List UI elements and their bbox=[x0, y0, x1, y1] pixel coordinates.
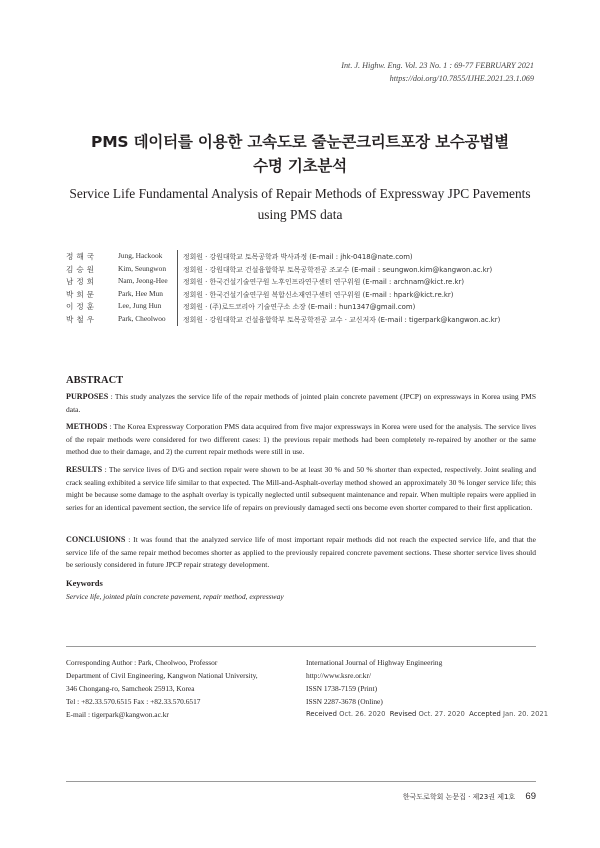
issn-print: ISSN 1738-7159 (Print) bbox=[306, 684, 378, 694]
accepted-date: Jan. 20. 2021 bbox=[503, 710, 549, 719]
results-label: RESULTS bbox=[66, 465, 103, 474]
korean-title-line2: 수명 기초분석 bbox=[253, 157, 347, 175]
author-name-en: Jung, Hackook bbox=[118, 251, 163, 260]
corresponding-author-line: Corresponding Author : Park, Cheolwoo, Professor bbox=[66, 658, 218, 667]
conclusions-text: : It was found that the analyzed service life of most important repair methods did not reach the expected service life, and that the service life of the same repair method becomes shorter as applied to the previously repaired concrete pavement sections. These shorter service lives should be seriously considered in future JPCP repair strategy development. bbox=[66, 535, 536, 570]
english-title-line1: Service Life Fundamental Analysis of Repair Methods of Expressway JPC Pavements bbox=[69, 186, 531, 201]
abstract-conclusions bbox=[66, 534, 536, 572]
phone-fax-line: Tel : +82.33.570.6515 Fax : +82.33.570.6517 bbox=[66, 697, 201, 707]
abstract-heading: ABSTRACT bbox=[66, 375, 124, 386]
keywords-heading: Keywords bbox=[66, 578, 103, 588]
doi-link[interactable]: https://doi.org/10.7855/IJHE.2021.23.1.069 bbox=[389, 74, 534, 83]
keywords-text: Service life, jointed plain concrete pavement, repair method, expressway bbox=[66, 592, 284, 601]
email-line[interactable]: E-mail : tigerpark@kangwon.ac.kr bbox=[66, 710, 169, 720]
author-name-ko: 박희문 bbox=[66, 289, 98, 299]
author-name-ko: 이정훈 bbox=[66, 302, 98, 312]
results-text: : The service lives of D/G and section repair were shown to be at least 30 % and 50 % shorter than expected, respectively. Joint sealing and crack sealing exhibited a service life similar to that expected. The Mill-and-Asphalt-overlay method showed an approximately 30 % longer service life; this might be because some damage to the asphalt overlay is typically neglected until subsequent maintenance and repair. When multiple repairs were applied in series for an identical pavement section, the service life of repairs on previously damaged secti ons become even shorter compared to their first application. bbox=[66, 465, 536, 513]
page-footer-rule bbox=[66, 781, 536, 782]
journal-citation: Int. J. Highw. Eng. Vol. 23 No. 1 : 69-77 FEBRUARY 2021 bbox=[341, 61, 534, 70]
author-name-en: Park, Hee Mun bbox=[118, 288, 163, 298]
received-date: Oct. 26. 2020 bbox=[339, 710, 386, 719]
author-name-ko: 정해국 bbox=[66, 252, 98, 261]
revised-date: Oct. 27. 2020 bbox=[418, 710, 465, 719]
author-row bbox=[66, 289, 536, 302]
author-affiliation: 정회원 · 강원대학교 건설융합학부 토목공학전공 조교수 (E-mail : seungwon.kim@kangwon.ac.kr) bbox=[183, 265, 493, 274]
author-affiliation: 정회원 · (주)로드코리아 기술연구소 소장 (E-mail : hun1347@gmail.com) bbox=[183, 303, 416, 312]
author-affiliation: 정회원 · 한국건설기술연구원 노후인프라연구센터 연구위원 (E-mail : archnam@kict.re.kr) bbox=[183, 278, 465, 287]
abstract-methods bbox=[66, 421, 536, 459]
author-affiliation: 정회원 · 강원대학교 토목공학과 박사과정 (E-mail : jhk-0418@nate.com) bbox=[183, 253, 413, 261]
author-row bbox=[66, 276, 536, 289]
address-line: 346 Chongang-ro, Samcheok 25913, Korea bbox=[66, 684, 195, 694]
conclusions-label: CONCLUSIONS bbox=[66, 535, 126, 544]
korean-title-line1: PMS 데이터를 이용한 고속도로 줄눈콘크리트포장 보수공법별 bbox=[91, 133, 509, 151]
author-row bbox=[66, 251, 536, 264]
journal-name-ko: 한국도로학회 논문집 · 제23권 제1호 bbox=[402, 793, 516, 801]
journal-url[interactable]: http://www.ksre.or.kr/ bbox=[306, 671, 372, 681]
corresponding-author-block bbox=[66, 656, 258, 721]
author-name-en: Park, Cheolwoo bbox=[118, 313, 166, 323]
author-row bbox=[66, 301, 536, 314]
author-name-ko: 남정희 bbox=[66, 277, 98, 287]
author-name-en: Nam, Jeong-Hee bbox=[118, 276, 168, 286]
received-label: Received bbox=[306, 710, 337, 719]
author-name-en: Lee, Jung Hun bbox=[118, 301, 162, 311]
revised-label: Revised bbox=[389, 710, 417, 719]
accepted-label: Accepted bbox=[469, 710, 501, 719]
english-title-line2: using PMS data bbox=[257, 207, 343, 222]
abstract-purposes bbox=[66, 391, 536, 416]
journal-name: International Journal of Highway Engineering bbox=[306, 658, 443, 667]
author-name-en: Kim, Seungwon bbox=[118, 263, 167, 273]
author-affiliation: 정회원 · 한국건설기술연구원 복합신소재연구센터 연구위원 (E-mail : hpark@kict.re.kr) bbox=[183, 290, 454, 299]
purposes-label: PURPOSES bbox=[66, 392, 109, 401]
journal-info-block bbox=[306, 656, 548, 721]
author-row bbox=[66, 314, 536, 327]
abstract-results bbox=[66, 464, 536, 515]
page-footer bbox=[403, 791, 536, 802]
department-line: Department of Civil Engineering, Kangwon National University, bbox=[66, 671, 258, 681]
issn-online: ISSN 2287-3678 (Online) bbox=[306, 697, 383, 707]
author-name-ko: 김승원 bbox=[66, 264, 98, 274]
author-name-ko: 박철우 bbox=[66, 314, 98, 324]
page-number: 69 bbox=[525, 791, 536, 802]
purposes-text: : This study analyzes the service life of the repair methods of jointed plain concrete pavement (JPCP) on expressways in Korea using PMS data. bbox=[66, 392, 536, 414]
methods-text: : The Korea Expressway Corporation PMS data acquired from five major expressways in Korea were used for the analysis. The service lives of the repair methods were considered for two different cases: 1) the previous repair methods had been completely re-repaired by another or the same method due to their damage, and 2) the current repair methods were still in use. bbox=[66, 422, 536, 457]
footer-rule bbox=[66, 646, 536, 647]
author-affiliation: 정회원 · 강원대학교 건설융합학부 토목공학전공 교수 · 교신저자 (E-mail : tigerpark@kangwon.ac.kr) bbox=[183, 315, 501, 324]
author-row bbox=[66, 264, 536, 277]
dates-line bbox=[306, 708, 548, 721]
methods-label: METHODS bbox=[66, 422, 108, 431]
author-list bbox=[66, 251, 536, 327]
